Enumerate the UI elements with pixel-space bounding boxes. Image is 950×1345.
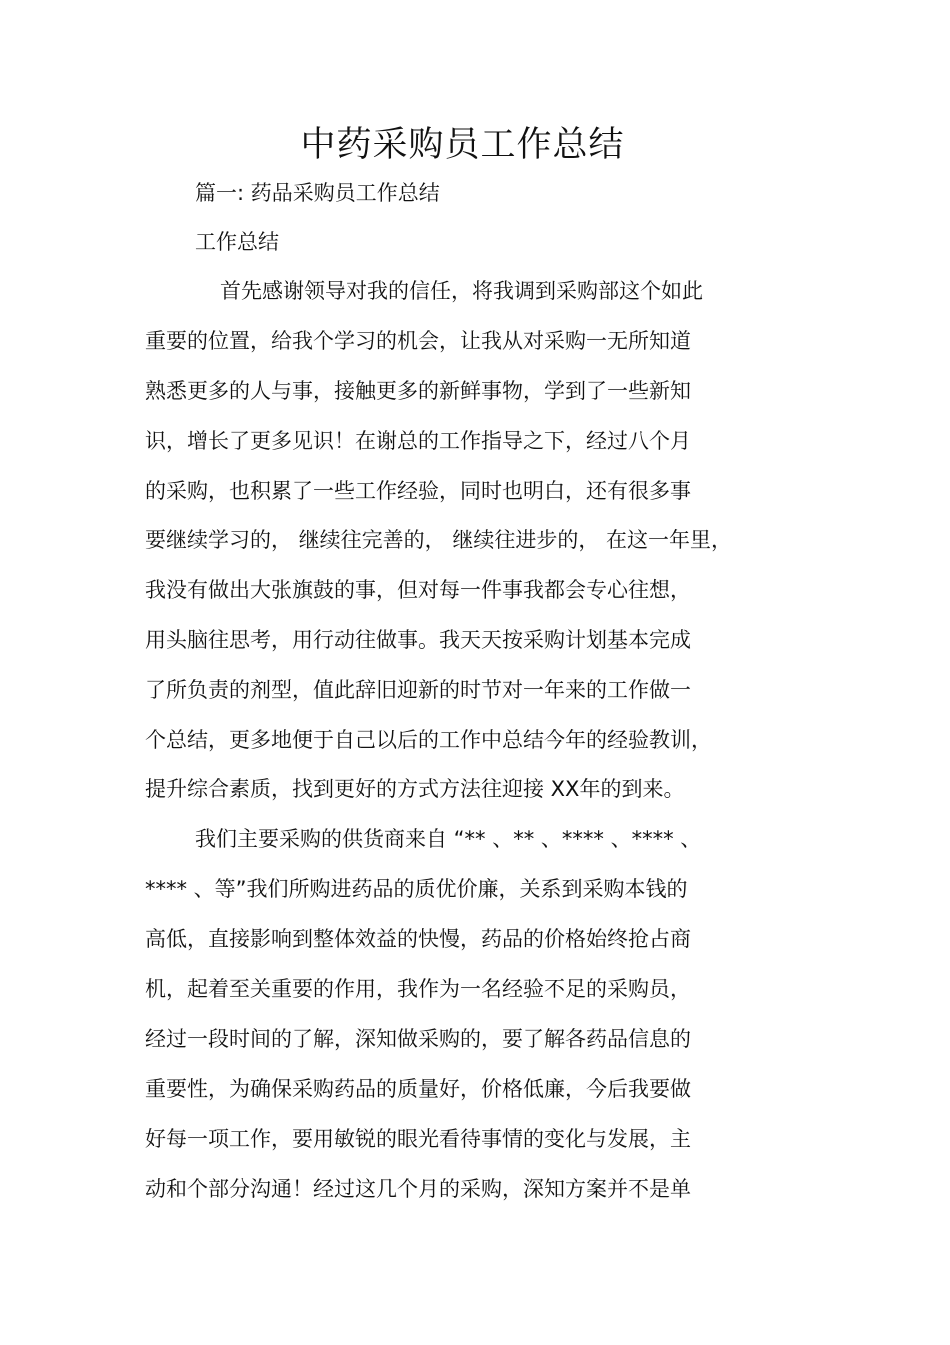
paragraph-line: 用头脑往思考，用行动往做事。我天天按采购计划基本完成 <box>145 628 691 652</box>
paragraph-line: 重要性，为确保采购药品的质量好，价格低廉，今后我要做 <box>145 1077 691 1101</box>
paragraph-line: 熟悉更多的人与事，接触更多的新鲜事物，学到了一些新知 <box>145 379 691 403</box>
paragraph-line: 高低，直接影响到整体效益的快慢，药品的价格始终抢占商 <box>145 927 691 951</box>
paragraph-line: 首先感谢领导对我的信任，将我调到采购部这个如此 <box>220 279 703 303</box>
paragraph-line: **** 、等”我们所购进药品的质优价廉，关系到采购本钱的 <box>145 877 688 901</box>
paragraph-line: 重要的位置，给我个学习的机会，让我从对采购一无所知道 <box>145 329 691 353</box>
paragraph-line: 识，增长了更多见识！在谢总的工作指导之下，经过八个月 <box>145 429 691 453</box>
paragraph-line: 的采购，也积累了一些工作经验，同时也明白，还有很多事 <box>145 479 691 503</box>
subtitle: 篇一: 药品采购员工作总结 <box>195 181 440 205</box>
paragraph-line: 我们主要采购的供货商来自 “** 、** 、**** 、**** 、 <box>195 827 702 851</box>
paragraph-line: 动和个部分沟通！经过这几个月的采购，深知方案并不是单 <box>145 1177 691 1201</box>
paragraph-line: 个总结，更多地便于自己以后的工作中总结今年的经验教训， <box>145 728 712 752</box>
paragraph-line: 要继续学习的， 继续往完善的， 继续往进步的， 在这一年里， <box>145 528 733 552</box>
paragraph-line: 了所负责的剂型，值此辞旧迎新的时节对一年来的工作做一 <box>145 678 691 702</box>
section-heading: 工作总结 <box>195 230 279 254</box>
paragraph-line: 提升综合素质，找到更好的方式方法往迎接 XX年的到来。 <box>145 777 685 801</box>
paragraph-line: 经过一段时间的了解，深知做采购的，要了解各药品信息的 <box>145 1027 691 1051</box>
paragraph-line: 我没有做出大张旗鼓的事，但对每一件事我都会专心往想， <box>145 578 691 602</box>
paragraph-line: 好每一项工作，要用敏锐的眼光看待事情的变化与发展，主 <box>145 1127 691 1151</box>
document-title: 中药采购员工作总结 <box>300 125 625 165</box>
paragraph-line: 机，起着至关重要的作用，我作为一名经验不足的采购员， <box>145 977 691 1001</box>
